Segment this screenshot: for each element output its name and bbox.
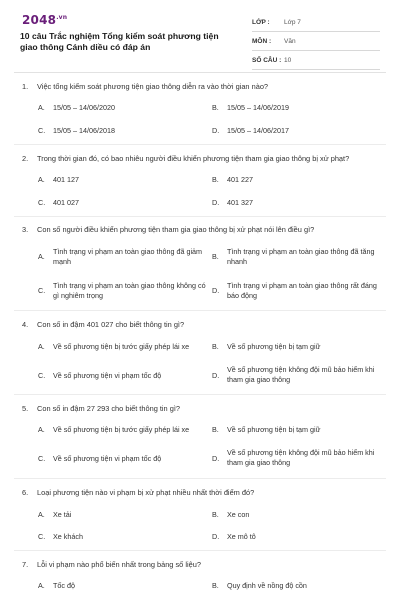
question-text: Con số in đậm 27 293 cho biết thông tin gì? [37, 404, 180, 413]
question-text: Con số in đậm 401 027 cho biết thông tin gì? [37, 320, 185, 329]
question-number: 3. [22, 225, 29, 234]
option-text: Về số phương tiện không đội mũ bảo hiểm khi tham gia giao thông [227, 448, 375, 467]
option-letter: D. [212, 126, 220, 135]
option-text: Tình trạng vi phạm an toàn giao thông rất đáng báo động [227, 281, 377, 300]
meta-key: SỐ CÂU : [252, 56, 282, 64]
meta-value: 10 [284, 56, 292, 64]
option-letter: A. [38, 252, 45, 261]
option-letter: A. [38, 342, 45, 351]
option-text: Xe tải [53, 510, 72, 519]
option-text: 15/05 – 14/06/2017 [227, 126, 289, 135]
option-letter: A. [38, 425, 45, 434]
site-logo[interactable]: $2048^{.vn}$ [22, 13, 68, 27]
option-text: Tình trạng vi phạm an toàn giao thông không có gì nghiêm trọng [53, 281, 206, 300]
worksheet-header [0, 0, 400, 68]
option-letter: B. [212, 425, 219, 434]
question-number: 6. [22, 488, 29, 497]
option-letter: D. [212, 532, 220, 541]
option-text: Xe mô tô [227, 532, 256, 541]
option-letter: D. [212, 286, 220, 295]
option-letter: B. [212, 252, 219, 261]
question-divider [14, 144, 386, 145]
option-letter: A. [38, 581, 45, 590]
question-divider [14, 216, 386, 217]
option-text: Tốc độ [53, 581, 75, 590]
question-divider [14, 550, 386, 551]
option-letter: D. [212, 198, 220, 207]
option-letter: C. [38, 198, 46, 207]
option-text: Về số phương tiện bị tước giấy phép lái xe [53, 342, 190, 351]
header-divider [14, 72, 386, 73]
option-letter: A. [38, 175, 45, 184]
meta-key: LỚP : [252, 18, 270, 26]
option-text: Về số phương tiện bị tạm giữ [227, 425, 321, 434]
option-text: Về số phương tiện không đội mũ bảo hiểm khi tham gia giao thông [227, 365, 375, 384]
meta-value: Lớp 7 [284, 18, 301, 26]
question-4 [22, 320, 382, 329]
meta-value: Văn [284, 37, 296, 45]
question-number: 2. [22, 154, 29, 163]
option-letter: B. [212, 510, 219, 519]
option-text: Về số phương tiện bị tước giấy phép lái xe [53, 425, 190, 434]
question-1 [22, 82, 382, 91]
option-text: 15/05 – 14/06/2018 [53, 126, 115, 135]
option-letter: B. [212, 342, 219, 351]
question-divider [14, 310, 386, 311]
option-text: 401 127 [53, 175, 79, 184]
question-divider [14, 478, 386, 479]
option-letter: B. [212, 103, 219, 112]
option-text: 401 027 [53, 198, 79, 207]
question-5 [22, 404, 382, 413]
question-number: 7. [22, 560, 29, 569]
option-letter: D. [212, 454, 220, 463]
meta-key: MÔN : [252, 37, 272, 45]
option-text: 401 327 [227, 198, 253, 207]
question-number: 5. [22, 404, 29, 413]
option-text: Xe khách [53, 532, 83, 541]
option-letter: C. [38, 371, 46, 380]
question-2 [22, 154, 382, 163]
option-text: Xe con [227, 510, 250, 519]
question-3 [22, 225, 382, 234]
question-text: Trong thời gian đó, có bao nhiêu người điều khiển phương tiện tham gia giao thông bị xử phạt? [37, 154, 350, 163]
option-text: 15/05 – 14/06/2020 [53, 103, 115, 112]
option-letter: A. [38, 103, 45, 112]
option-text: 401 227 [227, 175, 253, 184]
option-letter: D. [212, 371, 220, 380]
question-text: Loại phương tiện nào vi phạm bị xử phạt nhiều nhất thời điểm đó? [37, 488, 255, 497]
option-letter: C. [38, 126, 46, 135]
option-text: Tình trạng vi phạm an toàn giao thông đã giảm mạnh [53, 247, 203, 266]
document-title: 10 câu Trắc nghiệm Tổng kiểm soát phương tiện giao thông Cánh diều có đáp án [20, 31, 219, 52]
option-letter: B. [212, 581, 219, 590]
meta-row-class [252, 13, 380, 32]
option-text: Về số phương tiện vi phạm tốc độ [53, 371, 162, 380]
meta-box [252, 13, 380, 70]
option-letter: C. [38, 532, 46, 541]
question-text: Con số người điều khiển phương tiện tham gia giao thông bị xử phạt nói lên điều gì? [37, 225, 315, 234]
question-number: 1. [22, 82, 29, 91]
question-text: Lỗi vi phạm nào phổ biến nhất trong bảng số liệu? [37, 560, 201, 569]
option-letter: C. [38, 286, 46, 295]
option-text: Tình trạng vi phạm an toàn giao thông đã tăng nhanh [227, 247, 375, 266]
option-text: Quy định về nồng độ cồn [227, 581, 307, 590]
option-text: Về số phương tiện vi phạm tốc độ [53, 454, 162, 463]
question-number: 4. [22, 320, 29, 329]
option-text: 15/05 – 14/06/2019 [227, 103, 289, 112]
option-text: Về số phương tiện bị tạm giữ [227, 342, 321, 351]
question-text: Việc tổng kiểm soát phương tiện giao thông diễn ra vào thời gian nào? [37, 82, 269, 91]
meta-row-subject [252, 32, 380, 51]
question-divider [14, 394, 386, 395]
option-letter: C. [38, 454, 46, 463]
question-6 [22, 488, 382, 497]
meta-row-count [252, 51, 380, 70]
option-letter: B. [212, 175, 219, 184]
question-7 [22, 560, 382, 569]
option-letter: A. [38, 510, 45, 519]
